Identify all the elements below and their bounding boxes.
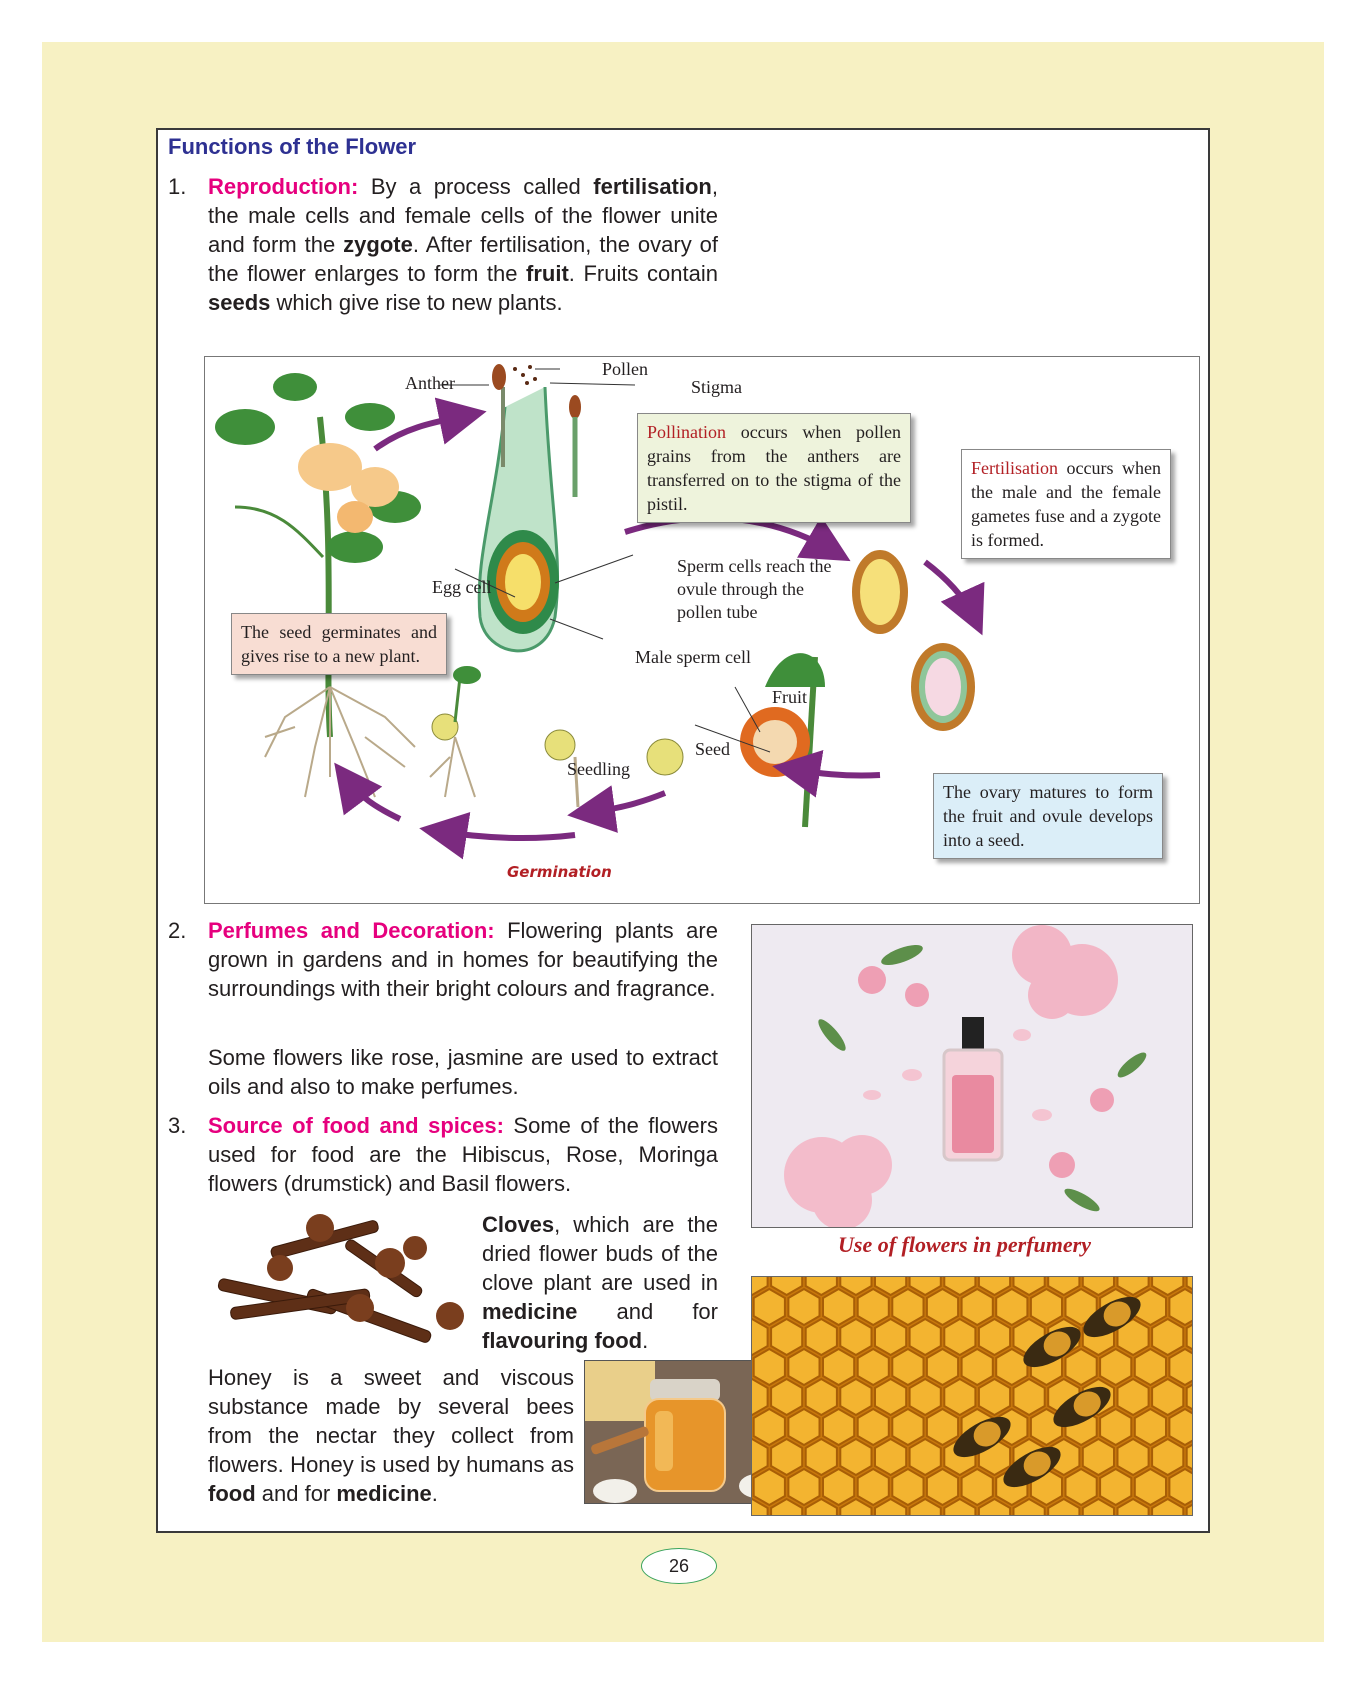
honeycomb-illustration [752, 1277, 1192, 1515]
cloves-illustration [210, 1208, 470, 1348]
section-title: Functions of the Flower [168, 134, 417, 159]
honey-jar-illustration [585, 1361, 779, 1503]
honeycomb-image [751, 1276, 1193, 1516]
label-fruit: Fruit [772, 687, 808, 707]
ovary-box: The ovary matures to form the fruit and ovule develops into a seed. [933, 773, 1163, 859]
perfume-illustration [752, 925, 1192, 1227]
item-number-1: 1. [168, 174, 187, 199]
page-number: 26 [641, 1548, 717, 1584]
perfume-image [751, 924, 1193, 1228]
label-seed: Seed [695, 739, 730, 759]
item-number-3: 3. [168, 1113, 187, 1138]
label-sperm-reach: Sperm cells reach the ovule through the pollen tube [677, 556, 832, 622]
cloves-paragraph: Cloves, which are the dried flower buds of the clove plant are used in medicine and for flavouring food. [482, 1212, 718, 1353]
honey-paragraph: Honey is a sweet and viscous substance made by several bees from the nectar they collect from flowers. Honey is used by humans as food and for medicine. [208, 1365, 574, 1506]
label-germination: Germination [507, 863, 612, 881]
label-stigma: Stigma [691, 377, 743, 397]
food-paragraph: Source of food and spices: Some of the flowers used for food are the Hibiscus, Rose, Moringa flowers (drumstick) and Basil flowers. [208, 1113, 718, 1196]
cloves-image [210, 1208, 470, 1348]
label-anther: Anther [405, 373, 455, 393]
label-seedling: Seedling [567, 759, 630, 779]
reproduction-heading: Reproduction: [208, 174, 359, 199]
perfumes-paragraph: Perfumes and Decoration: Flowering plants are grown in gardens and in homes for beautifying the surroundings with their bright colours and fragrance. [208, 918, 718, 1001]
label-pollen: Pollen [602, 359, 649, 379]
label-egg-cell: Egg cell [432, 577, 492, 597]
perfumes-paragraph-2: Some flowers like rose, jasmine are used to extract oils and also to make perfumes. [208, 1045, 718, 1099]
pollination-box: Pollination occurs when pollen grains from the anthers are transferred on to the stigma of the pistil. [637, 413, 911, 523]
perfumery-caption: Use of flowers in perfumery [838, 1232, 1091, 1257]
reproduction-diagram [204, 356, 1200, 904]
perfumes-heading: Perfumes and Decoration: [208, 918, 495, 943]
item-number-2: 2. [168, 918, 187, 943]
label-male-sperm: Male sperm cell [635, 647, 751, 667]
reproduction-paragraph: Reproduction: By a process called fertilisation, the male cells and female cells of the flower unite and form the zygote. After fertilisation, the ovary of the flower enlarges to form the fruit. Fruits contain seeds which give rise to new plants. [208, 174, 718, 315]
fertilisation-box: Fertilisation occurs when the male and the female gametes fuse and a zygote is formed. [961, 449, 1171, 559]
germinate-box: The seed germinates and gives rise to a new plant. [231, 613, 447, 675]
food-heading: Source of food and spices: [208, 1113, 504, 1138]
